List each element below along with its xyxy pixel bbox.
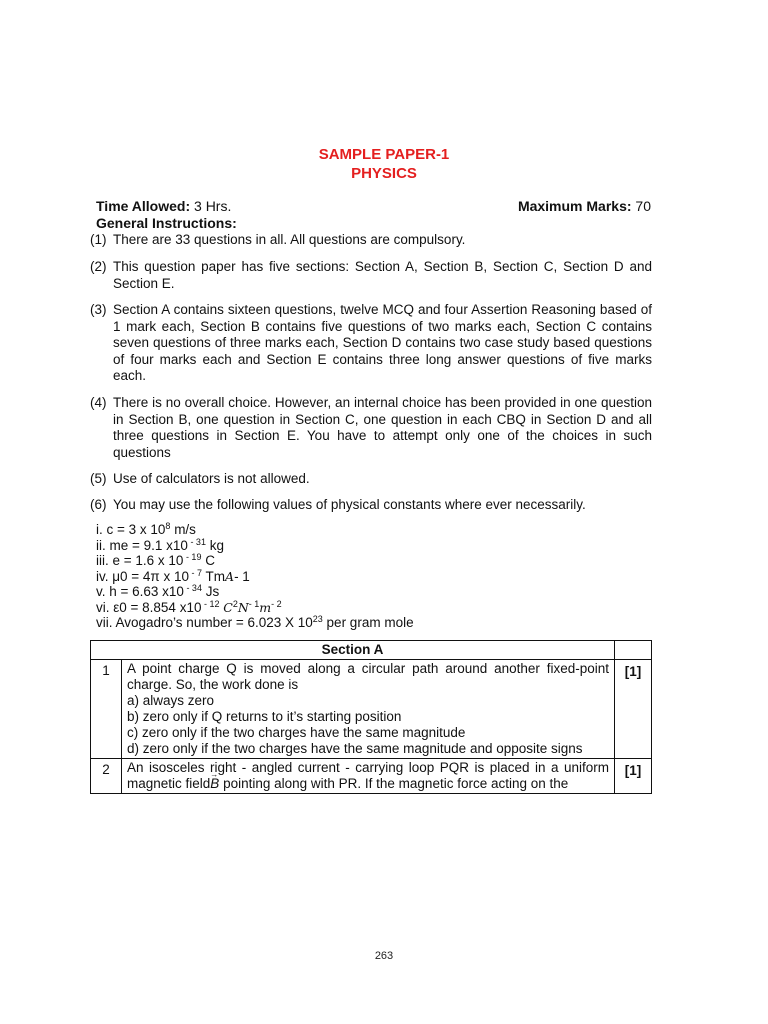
constant-me: ii. me = 9.1 x10 $^{- 31}$ kg [96,536,224,553]
question-body [122,660,615,759]
marks-value: 70 [631,198,651,214]
instruction-number: (3) [90,302,107,317]
instruction-text: There are 33 questions in all. All questions are compulsory. [113,232,466,247]
page-number: 263 [374,950,394,962]
instruction-item [90,471,652,488]
instruction-text: Section A contains sixteen questions, twelve MCQ and four Assertion Reasoning based of 1 mark each, Section B contains five questions of two marks each, Section C contains seven questions of three marks each, Section D contains two case study based questions of four marks each and Section E contains three long answer questions of five marks each. [113,302,652,383]
question-row [91,759,652,794]
constant-h: v. h = 6.63 x10 $^{- 34}$ Js [96,583,220,599]
question-body [122,759,615,794]
paper-title: SAMPLE PAPER-1 [318,146,450,163]
option-b: b) zero only if Q returns to it’s starting position [127,709,402,724]
maximum-marks [518,197,651,215]
section-heading: Section A [91,641,615,660]
time-value: 3 Hrs. [190,198,232,214]
constant-mu0: iv. μ0 = 4π x 10 $^{- 7}$ TmA- 1 [96,567,250,584]
constant-c: i. c = 3 x $10^8$ m/s [96,521,196,537]
paper-subject: PHYSICS [351,165,417,182]
marks-label: Maximum Marks: [517,198,632,214]
constants-list [96,522,656,631]
time-allowed [96,197,231,215]
instruction-text: There is no overall choice. However, an internal choice has been provided in one question in Section B, one question in Section C, one question in each CBQ in Section D and all three questions in Section E. You have to attempt only one of the choices in such questions [113,395,652,460]
question-number: 1 [91,660,122,759]
question-text: A point charge Q is moved along a circular path around another fixed-point charge. So, the work done is [127,661,609,692]
meta-row [96,197,651,215]
constant-eps0: vi. ε0 = 8.854 x10 $^{- 12}$ $C^2N^{- 1}m^{- 2}$ [96,598,282,615]
empty-cell [615,641,652,660]
option-a: a) always zero [127,693,215,708]
vector-b: → B [210,776,219,792]
question-row [91,660,652,759]
section-header-row [91,641,652,660]
instruction-item [90,232,652,249]
instruction-number: (1) [90,232,107,247]
question-number: 2 [91,759,122,794]
instruction-item [90,395,652,461]
instructions-heading: General Instructions: [96,215,237,231]
constant-avogadro: vii. Avogadro’s number = 6.023 X $10^{23}$ per gram mole [96,614,414,630]
instruction-text: You may use the following values of physical constants where ever necessarily. [113,497,586,512]
instruction-item [90,259,652,292]
question-marks: [1] [615,759,652,794]
question-text-continued: pointing along with PR. If the magnetic force acting on the [219,776,569,791]
option-d: d) zero only if the two charges have the same magnitude and opposite signs [127,741,583,756]
option-c: c) zero only if the two charges have the same magnitude [127,725,466,740]
time-label: Time Allowed: [96,198,191,214]
instruction-item [90,302,652,385]
instruction-number: (4) [90,395,107,410]
constant-e: iii. e = 1.6 x 10 $^{- 19}$ C [96,552,215,568]
section-a-table [90,640,652,794]
instruction-text: Use of calculators is not allowed. [113,471,310,486]
instruction-number: (2) [90,259,107,274]
question-marks: [1] [615,660,652,759]
instruction-number: (6) [90,497,107,512]
instruction-item [90,497,652,514]
question-text: An isosceles right - angled current - carrying loop PQR is placed in a uniform magnetic field [127,760,609,791]
instruction-number: (5) [90,471,107,486]
instruction-text: This question paper has five sections: Section A, Section B, Section C, Section D and Section E. [113,259,652,291]
